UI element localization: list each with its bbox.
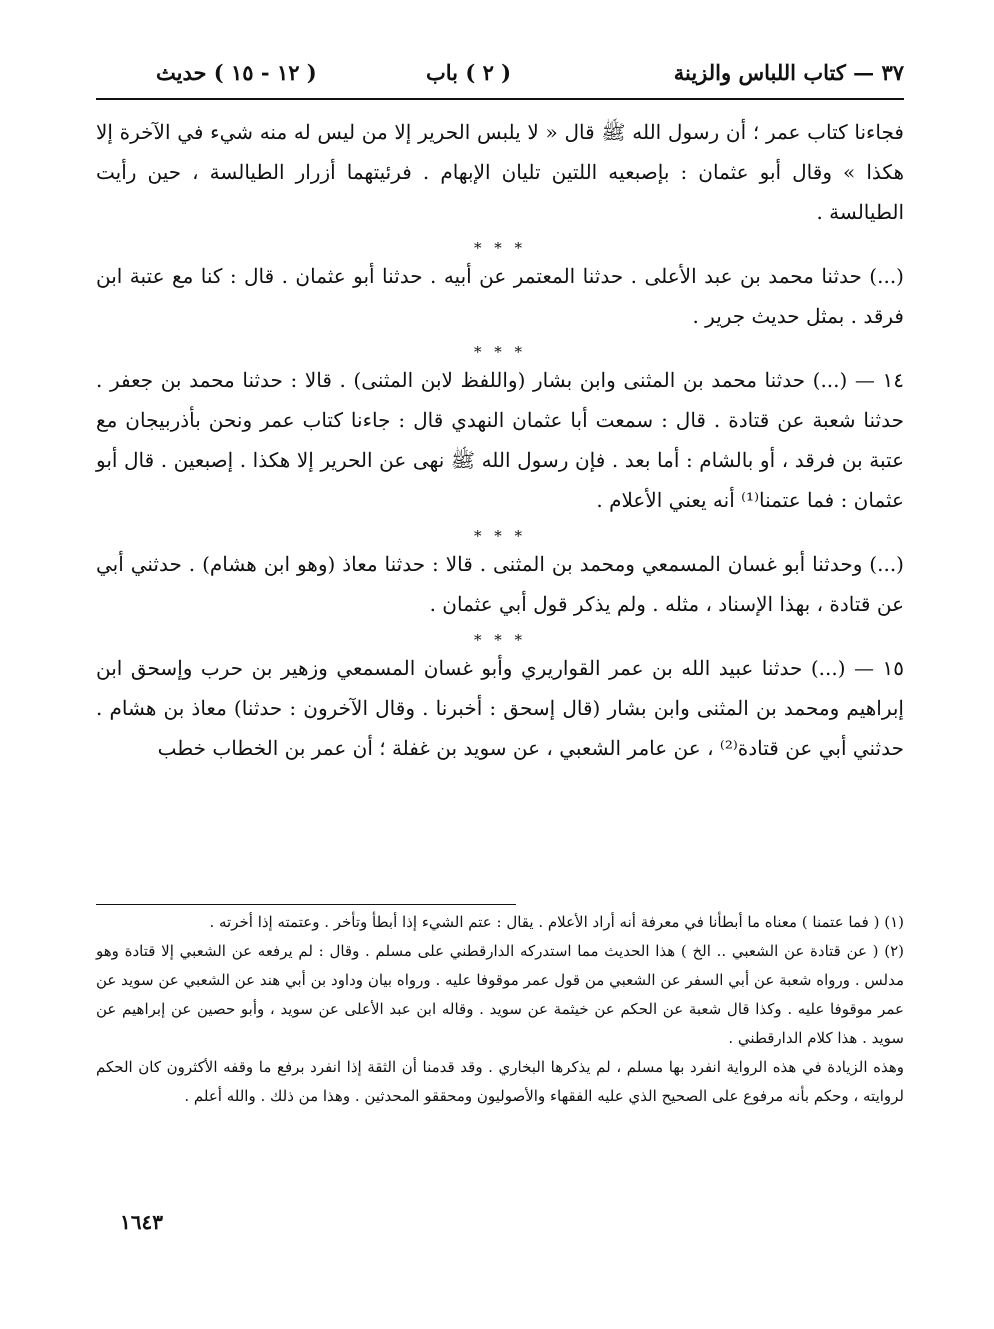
footnote: (٢) ( عن قتادة عن الشعبي .. الخ ) هذا الحديث مما استدركه الدارقطني على مسلم . وقال : لم يرفعه عن الشعبي إلا قتادة وهو مدلس . ورواه شعبة عن أبي السفر عن الشعبي من قول عمر موقوفا عليه . ورواه بيان وداود بن أبي هند عن الشعبي عن سويد عن عمر موقوفا عليه . وكذا قال شعبة عن الحكم عن خيثمة عن سويد . وقاله ابن عبد الأعلى عن سويد ، وأبو حصين عن إبراهيم عن سويد . هذا كلام الدارقطني . — [96, 942, 904, 1047]
paragraph: (...) وحدثنا أبو غسان المسمعي ومحمد بن المثنى . قالا : حدثنا معاذ (وهو ابن هشام) . حدثني أبي عن قتادة ، بهذا الإسناد ، مثله . ولم يذكر قول أبي عثمان . — [96, 552, 904, 616]
hadith-range: ( ١٢ - ١٥ ) حديث — [156, 60, 317, 85]
section-separator: * * * — [473, 527, 527, 545]
section-separator: * * * — [473, 631, 527, 649]
header-rule — [96, 98, 904, 100]
footnote-rule — [96, 904, 516, 905]
page-number: ١٦٤٣ — [120, 1210, 163, 1234]
section-separator: * * * — [473, 239, 527, 257]
paragraph: ١٥ — (...) حدثنا عبيد الله بن عمر القواريري وأبو غسان المسمعي وزهير بن حرب وإسحق ابن إبراهيم ومحمد بن المثنى وابن بشار (قال إسحق : أخبرنا . وقال الآخرون : حدثنا) معاذ بن هشام . حدثني أبي عن قتادة⁽²⁾ ، عن عامر الشعبي ، عن سويد بن غفلة ؛ أن عمر بن الخطاب خطب — [96, 656, 904, 760]
chapter-label: ( ٢ ) باب — [426, 60, 512, 85]
footnotes — [96, 908, 904, 1111]
section-separator: * * * — [473, 343, 527, 361]
footnote: وهذه الزيادة في هذه الرواية انفرد بها مسلم ، لم يذكرها البخاري . وقد قدمنا أن الثقة إذا انفرد برفع ما وقفه الأكثرون كان الحكم لروايته ، وحكم بأنه مرفوع على الصحيح الذي عليه الفقهاء والأصوليون ومحققو المحدثين . وهذا من ذلك . والله أعلم . — [96, 1058, 904, 1105]
paragraph: ١٤ — (...) حدثنا محمد بن المثنى وابن بشار (واللفظ لابن المثنى) . قالا : حدثنا محمد بن جعفر . حدثنا شعبة عن قتادة . قال : سمعت أبا عثمان النهدي قال : جاءنا كتاب عمر ونحن بأذربيجان مع عتبة بن فرقد ، أو بالشام : أما بعد . فإن رسول الله ﷺ نهى عن الحرير إلا هكذا . إصبعين . قال أبو عثمان : فما عتمنا⁽¹⁾ أنه يعني الأعلام . — [96, 368, 904, 512]
paragraph: (...) حدثنا محمد بن عبد الأعلى . حدثنا المعتمر عن أبيه . حدثنا أبو عثمان . قال : كنا مع عتبة ابن فرقد . بمثل حديث جرير . — [96, 264, 904, 328]
footnote: (١) ( فما عتمنا ) معناه ما أبطأنا في معرفة أنه أراد الأعلام . يقال : عتم الشيء إذا أبطأ وتأخر . وعتمته إذا أخرته . — [209, 913, 904, 931]
main-text — [96, 112, 904, 768]
running-header — [96, 56, 904, 92]
book-title: ٣٧ — كتاب اللباس والزينة — [673, 60, 904, 85]
paragraph: فجاءنا كتاب عمر ؛ أن رسول الله ﷺ قال « لا يلبس الحرير إلا من ليس له منه شيء في الآخرة إلا هكذا » وقال أبو عثمان : بإصبعيه اللتين تليان الإبهام . فرئيتهما أزرار الطيالسة ، حين رأيت الطيالسة . — [96, 120, 904, 224]
